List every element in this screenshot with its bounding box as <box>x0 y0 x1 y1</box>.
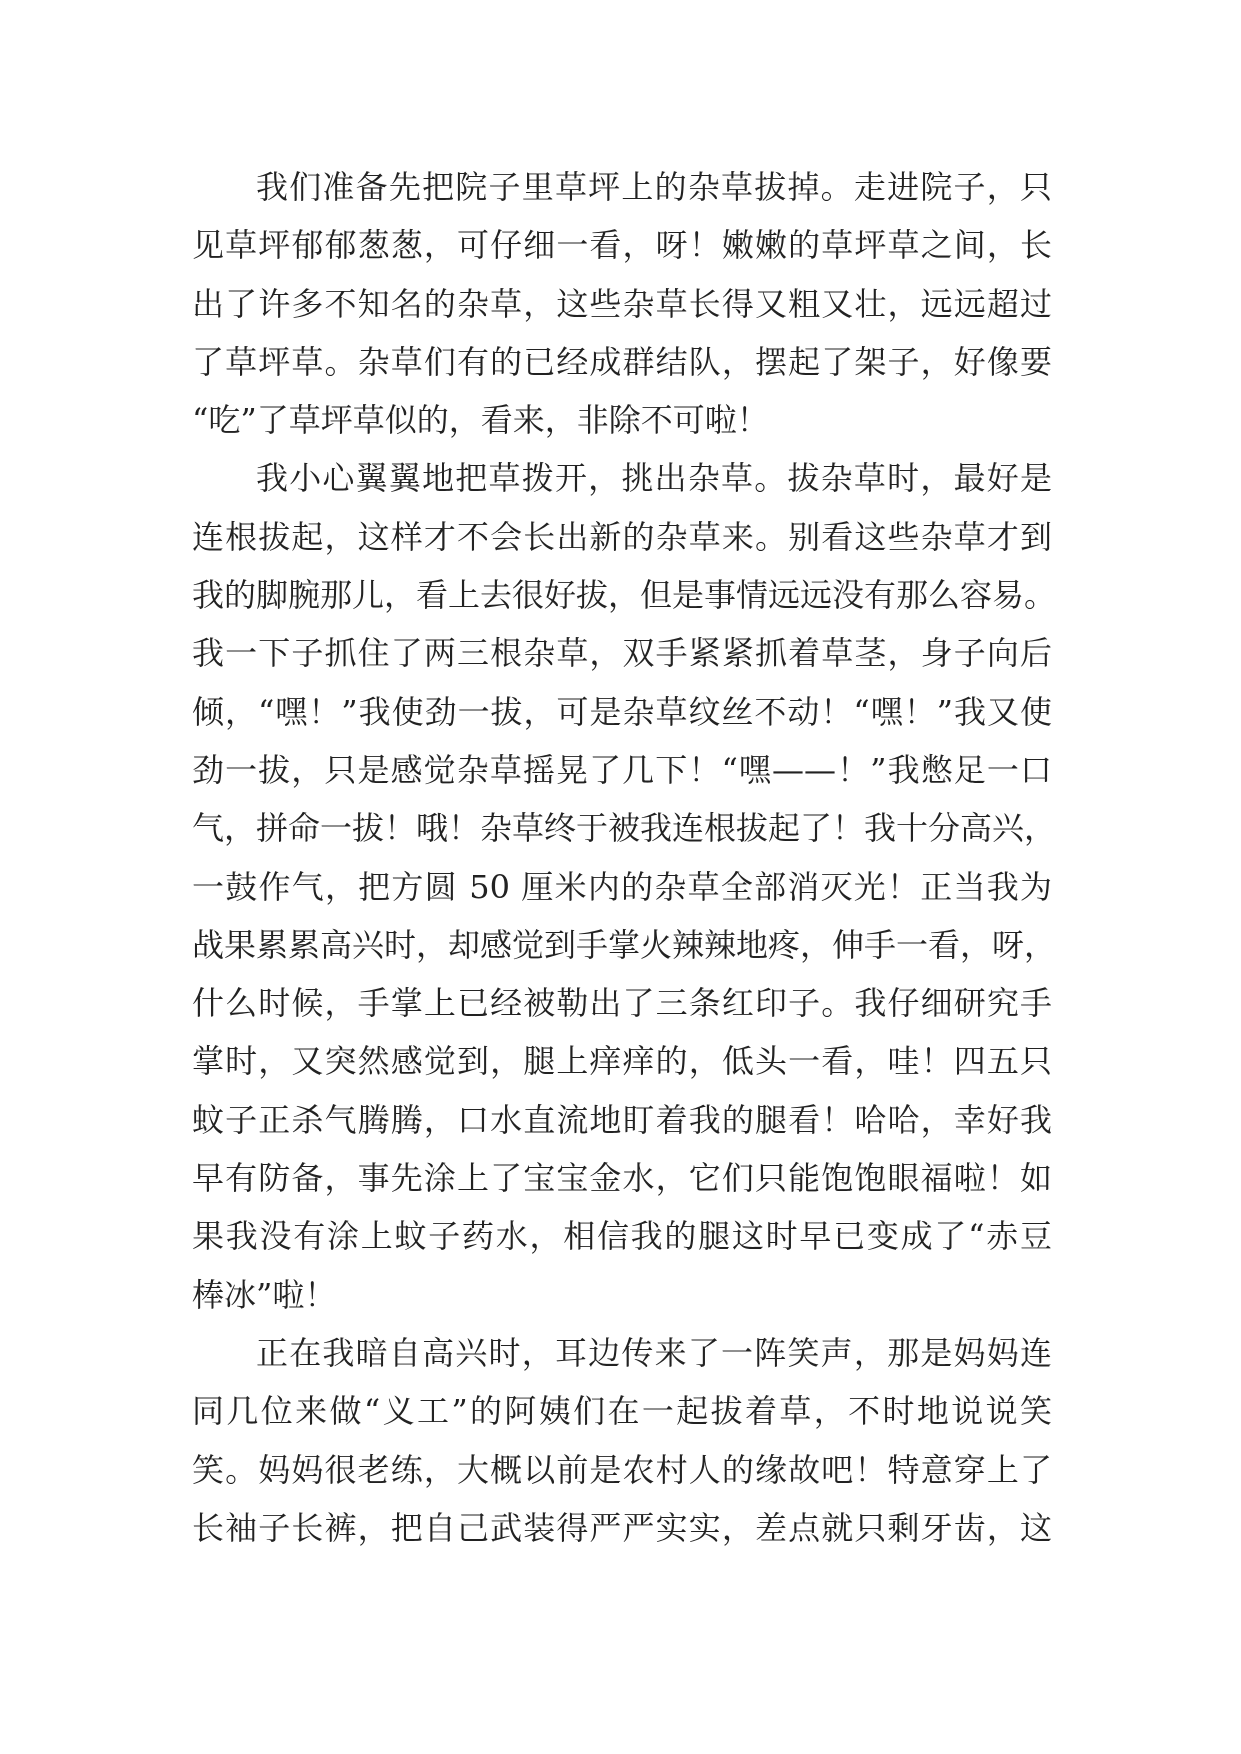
paragraph-1-line-1: 我们准备先把院子里草坪上的杂草拔掉。走进院子，只 <box>256 168 1052 206</box>
paragraph-2-line-14: 果我没有涂上蚊子药水，相信我的腿这时早已变成了“赤豆 <box>192 1217 1052 1256</box>
paragraph-2-line-6: 劲一拔，只是感觉杂草摇晃了几下！“嘿——！”我憋足一口 <box>192 750 1052 789</box>
paragraph-2-line-5: 倾，“嘿！”我使劲一拔，可是杂草纹丝不动！“嘿！”我又使 <box>192 692 1052 731</box>
paragraph-2-line-4: 我一下子抓住了两三根杂草，双手紧紧抓着草茎，身子向后 <box>192 634 1052 673</box>
paragraph-1-line-4: 了草坪草。杂草们有的已经成群结队，摆起了架子，好像要 <box>192 342 1052 381</box>
paragraph-2-line-3: 我的脚腕那儿，看上去很好拔，但是事情远远没有那么容易。 <box>192 576 1057 615</box>
paragraph-1-line-5: “吃”了草坪草似的，看来，非除不可啦！ <box>192 401 769 440</box>
paragraph-2-line-1: 我小心翼翼地把草拨开，挑出杂草。拔杂草时，最好是 <box>256 459 1052 498</box>
paragraph-3-line-4: 长袖子长裤，把自己武装得严严实实，差点就只剩牙齿，这 <box>192 1508 1052 1547</box>
paragraph-2-line-13: 早有防备，事先涂上了宝宝金水，它们只能饱饱眼福啦！如 <box>192 1159 1052 1198</box>
paragraph-2-line-2: 连根拔起，这样才不会长出新的杂草来。别看这些杂草才到 <box>192 517 1052 556</box>
paragraph-2-line-12: 蚊子正杀气腾腾，口水直流地盯着我的腿看！哈哈，幸好我 <box>192 1100 1052 1139</box>
paragraph-2-line-9: 战果累累高兴时，却感觉到手掌火辣辣地疼，伸手一看，呀， <box>192 925 1057 964</box>
paragraph-1-line-3: 出了许多不知名的杂草，这些杂草长得又粗又壮，远远超过 <box>192 284 1052 323</box>
paragraph-2-line-7: 气，拼命一拔！哦！杂草终于被我连根拔起了！我十分高兴， <box>192 809 1057 848</box>
body-text <box>192 158 1057 1557</box>
paragraph-2-line-15: 棒冰”啦！ <box>192 1275 337 1314</box>
paragraph-2-line-8: 一鼓作气，把方圆 50 厘米内的杂草全部消灭光！正当我为 <box>192 867 1052 906</box>
paragraph-2-line-10: 什么时候，手掌上已经被勒出了三条红印子。我仔细研究手 <box>192 984 1052 1023</box>
paragraph-2-line-11: 掌时，又突然感觉到，腿上痒痒的，低头一看，哇！四五只 <box>192 1042 1052 1081</box>
paragraph-3-line-3: 笑。妈妈很老练，大概以前是农村人的缘故吧！特意穿上了 <box>192 1450 1052 1489</box>
paragraph-1-line-2: 见草坪郁郁葱葱，可仔细一看，呀！嫩嫩的草坪草之间，长 <box>192 226 1052 265</box>
paragraph-3-line-2: 同几位来做“义工”的阿姨们在一起拔着草，不时地说说笑 <box>192 1392 1052 1431</box>
paragraph-3-line-1: 正在我暗自高兴时，耳边传来了一阵笑声，那是妈妈连 <box>256 1333 1052 1372</box>
